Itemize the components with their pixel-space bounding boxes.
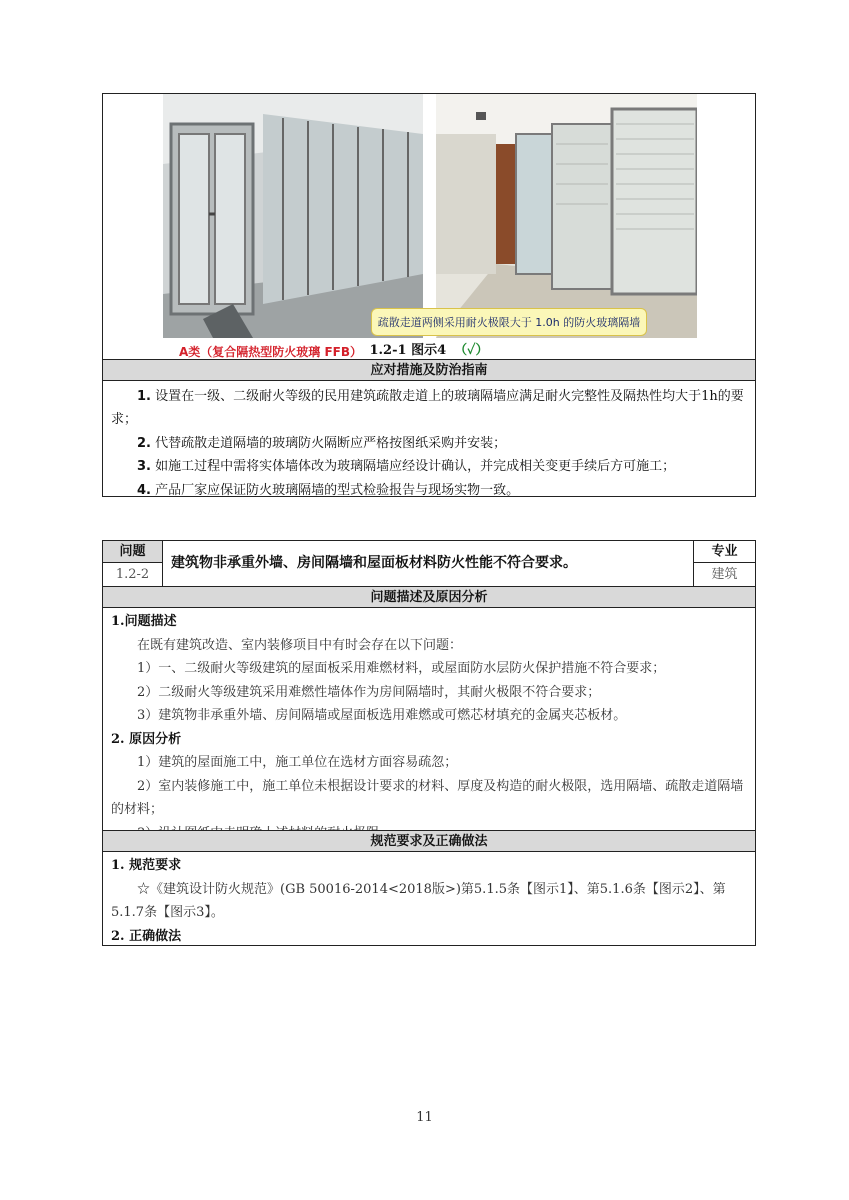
- desc-intro: 在既有建筑改造、室内装修项目中有时会存在以下问题：: [137, 637, 463, 653]
- item-number: 3.: [137, 459, 151, 475]
- desc-heading: 1.问题描述: [111, 614, 177, 629]
- section-title-spec: 规范要求及正确做法: [103, 830, 755, 852]
- glass-door-illustration: [163, 94, 423, 338]
- section-title-analysis: 问题描述及原因分析: [103, 586, 755, 608]
- issue-table: [102, 540, 756, 946]
- list-item: [111, 455, 747, 478]
- list-item: 2）二级耐火等级建筑采用难燃性墙体作为房间隔墙时，其耐火极限不符合要求；: [137, 684, 601, 700]
- item-number: 1.: [137, 389, 151, 404]
- figure-label: [103, 339, 755, 358]
- measures-list: [103, 381, 755, 502]
- specialty-value: 建筑: [693, 563, 755, 586]
- item-text: 设置在一级、二级耐火等级的民用建筑疏散走道上的玻璃隔墙应满足耐火完整性及隔热性均大于1h的要求；: [111, 389, 744, 428]
- photo-left-caption: A类（复合隔热型防火玻璃 FFB）: [179, 345, 363, 359]
- spec-section: [103, 852, 755, 950]
- photo-right-caption: 疏散走道两侧采用耐火极限大于 1.0h 的防火玻璃隔墙: [371, 308, 647, 336]
- specialty-label: 专业: [693, 541, 755, 563]
- glass-partition-illustration: [436, 94, 697, 338]
- item-text: 如施工过程中需将实体墙体改为玻璃隔墙应经设计确认，并完成相关变更手续后方可施工；: [155, 459, 676, 475]
- list-item: [111, 479, 747, 502]
- question-title: 建筑物非承重外墙、房间隔墙和屋面板材料防火性能不符合要求。: [171, 555, 577, 571]
- list-item: 1）建筑的屋面施工中，施工单位在选材方面容易疏忽；: [137, 755, 458, 770]
- item-text: 产品厂家应保证防火玻璃隔墙的型式检验报告与现场实物一致。: [155, 482, 520, 498]
- item-text: 代替疏散走道隔墙的玻璃防火隔断应严格按图纸采购并安装；: [155, 435, 507, 451]
- photo-glass-door-corridor: [163, 94, 423, 338]
- correct-heading: 2. 正确做法: [111, 928, 182, 944]
- section-title-measures: 应对措施及防治指南: [103, 359, 755, 381]
- item-number: 4.: [137, 482, 151, 498]
- cause-heading: 2. 原因分析: [111, 731, 182, 747]
- photo-glass-partition-corridor: [436, 94, 697, 338]
- list-item: [111, 432, 747, 455]
- figure-label-text: 1.2-1 图示4: [369, 343, 447, 358]
- question-label: 问题: [103, 541, 163, 563]
- list-item: [111, 385, 747, 432]
- check-icon: （✓）: [454, 343, 489, 358]
- measures-table: [102, 93, 756, 497]
- spec-text: ☆《建筑设计防火规范》(GB 50016-2014<2018版>)第5.1.5条【图示1】、第5.1.6条【图示2】、第5.1.7条【图示3】。: [111, 881, 726, 920]
- analysis-section: [103, 608, 755, 847]
- item-number: 2.: [137, 435, 151, 451]
- question-code: 1.2-2: [103, 563, 163, 586]
- page-number: 11: [416, 1110, 433, 1125]
- list-item: 3）建筑物非承重外墙、房间隔墙或屋面板选用难燃或可燃芯材填充的金属夹芯板材。: [137, 708, 627, 723]
- list-item: 2）室内装修施工中，施工单位未根据设计要求的材料、厚度及构造的耐火极限，选用隔墙、疏散走道隔墙的材料；: [111, 778, 744, 817]
- figure-photos: [103, 94, 755, 359]
- spec-heading: 1. 规范要求: [111, 858, 182, 873]
- list-item: 1）一、二级耐火等级建筑的屋面板采用难燃材料，或屋面防水层防火保护措施不符合要求；: [137, 661, 666, 676]
